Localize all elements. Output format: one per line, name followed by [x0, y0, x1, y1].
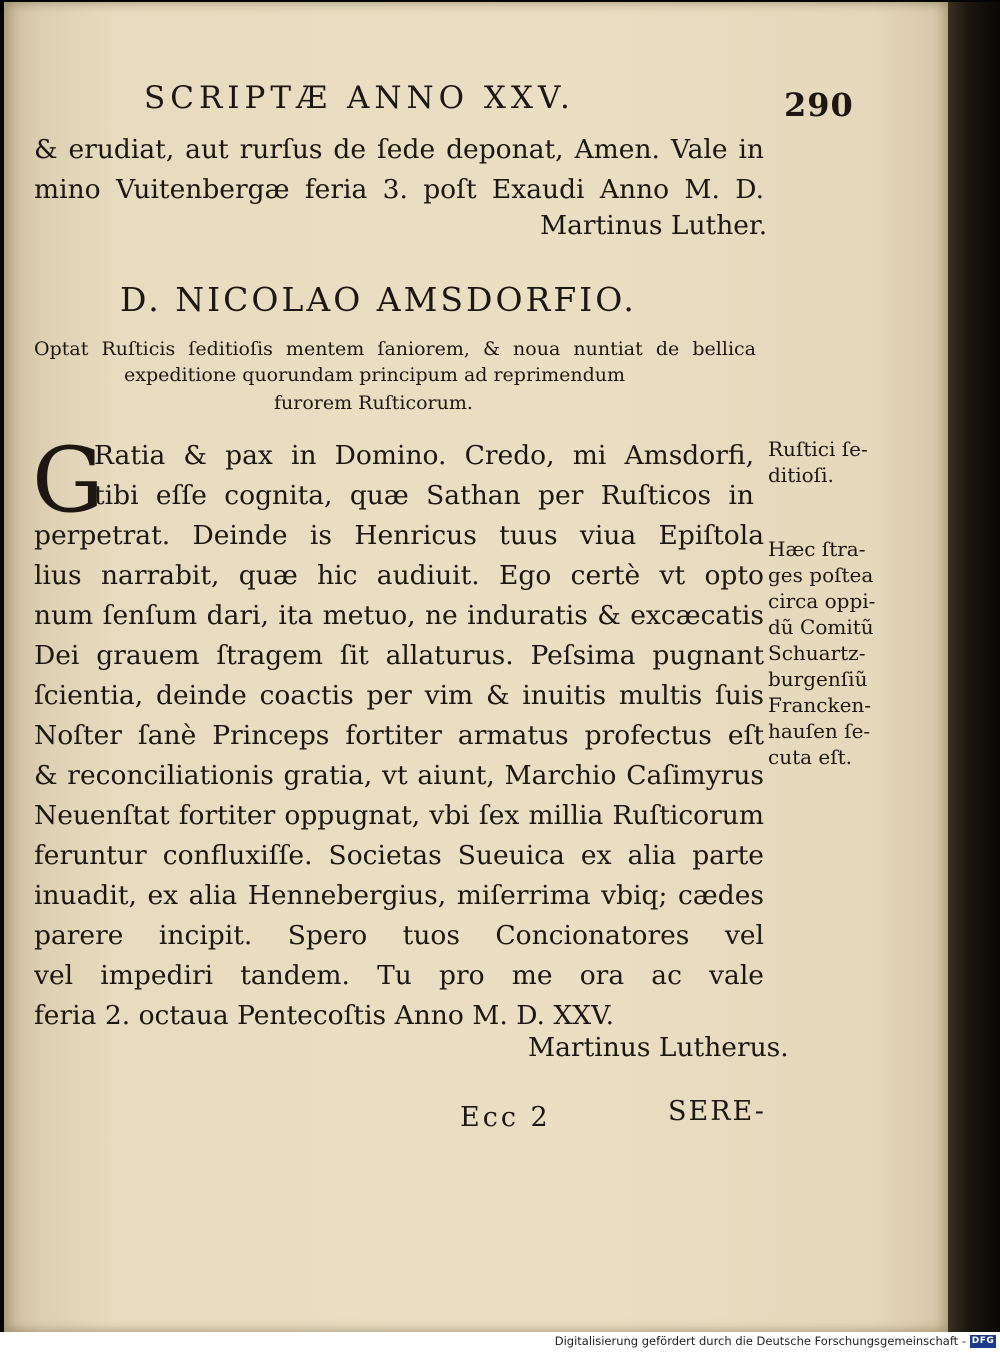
- letter-title: D. NICOLAO AMSDORFIO.: [120, 280, 637, 319]
- margin-note-line: cuta eſt.: [768, 745, 853, 769]
- book-edge-shadow: [948, 2, 1000, 1332]
- text-line: lius narrabit, quæ hic audiuit. Ego certè vt opto: [34, 560, 764, 591]
- margin-note-line: burgenſiũ: [768, 667, 868, 691]
- margin-note-rustici: [768, 436, 868, 488]
- letter-argument-line: furorem Ruſticorum.: [274, 392, 473, 414]
- margin-note-line: hauſen ſe-: [768, 719, 871, 743]
- margin-note-line: Hæc ſtra-: [768, 537, 866, 561]
- text-line: perpetrat. Deinde is Henricus tuus viua Epiſtola: [34, 520, 764, 551]
- text-line: tibi eſſe cognita, quæ Sathan per Ruſticos in: [94, 480, 754, 511]
- text-line: mino Vuitenbergæ feria 3. poſt Exaudi Anno M. D.: [34, 174, 764, 205]
- signature-mark: Ecc 2: [460, 1102, 551, 1133]
- margin-note-line: circa oppi-: [768, 589, 876, 613]
- text-line: parere incipit. Spero tuos Concionatores vel: [34, 920, 764, 951]
- text-line: & erudiat, aut rurſus de ſede deponat, Amen. Vale in: [34, 134, 764, 165]
- text-line: inuadit, ex alia Hennebergius, miſerrima vbiq; cædes: [34, 880, 764, 911]
- drop-cap: G: [32, 428, 104, 533]
- book-page: [4, 2, 948, 1332]
- margin-note-line: ges poſtea: [768, 563, 874, 587]
- margin-note-strages: [768, 536, 875, 770]
- text-line-last: feria 2. octaua Pentecoſtis Anno M. D. XXV.: [34, 1000, 615, 1031]
- margin-note-line: dũ Comitũ: [768, 615, 874, 639]
- letter-opening-lines: [94, 436, 754, 516]
- text-line: Dei grauem ſtragem ſit allaturus. Peſsima pugnant: [34, 640, 764, 671]
- running-head: SCRIPTÆ ANNO XXV.: [144, 80, 575, 116]
- text-line: Neuenſtat fortiter oppugnat, vbi ſex millia Ruſticorum: [34, 800, 764, 831]
- page-number: 290: [784, 86, 854, 124]
- previous-letter-signature: Martinus Luther.: [540, 210, 768, 241]
- text-line: num ſenſum dari, ita metuo, ne induratis & excæcatis: [34, 600, 764, 631]
- text-line: Noſter ſanè Princeps fortiter armatus profectus eſt: [34, 720, 764, 751]
- text-line: vel impediri tandem. Tu pro me ora ac vale: [34, 960, 764, 991]
- letter-signature: Martinus Lutherus.: [528, 1032, 789, 1063]
- letter-argument-line: Optat Ruſticis ſeditioſis mentem ſaniorem, & noua nuntiat de bellica: [34, 338, 756, 360]
- letter-body: [34, 516, 764, 1036]
- text-line: feruntur confluxiſſe. Societas Sueuica ex alia parte: [34, 840, 764, 871]
- previous-letter-ending: [34, 130, 764, 210]
- margin-note-line: Ruſtici ſe-: [768, 437, 868, 461]
- text-line: & reconciliationis gratia, vt aiunt, Marchio Caſimyrus: [34, 760, 764, 791]
- catchword: SERE-: [668, 1096, 766, 1127]
- letter-argument-line: expeditione quorundam principum ad reprimendum: [124, 364, 626, 386]
- digitization-footer: [0, 1332, 1000, 1352]
- margin-note-line: ditioſi.: [768, 463, 834, 487]
- funding-credit: Digitalisierung gefördert durch die Deutsche Forschungsgemeinschaft -: [554, 1334, 966, 1348]
- text-line: ſcientia, deinde coactis per vim & inuitis multis ſuis: [34, 680, 764, 711]
- margin-note-line: Francken-: [768, 693, 872, 717]
- dfg-logo: DFG: [971, 1336, 995, 1346]
- text-line: Ratia & pax in Domino. Credo, mi Amsdorfi,: [94, 440, 754, 471]
- margin-note-line: Schuartz-: [768, 641, 866, 665]
